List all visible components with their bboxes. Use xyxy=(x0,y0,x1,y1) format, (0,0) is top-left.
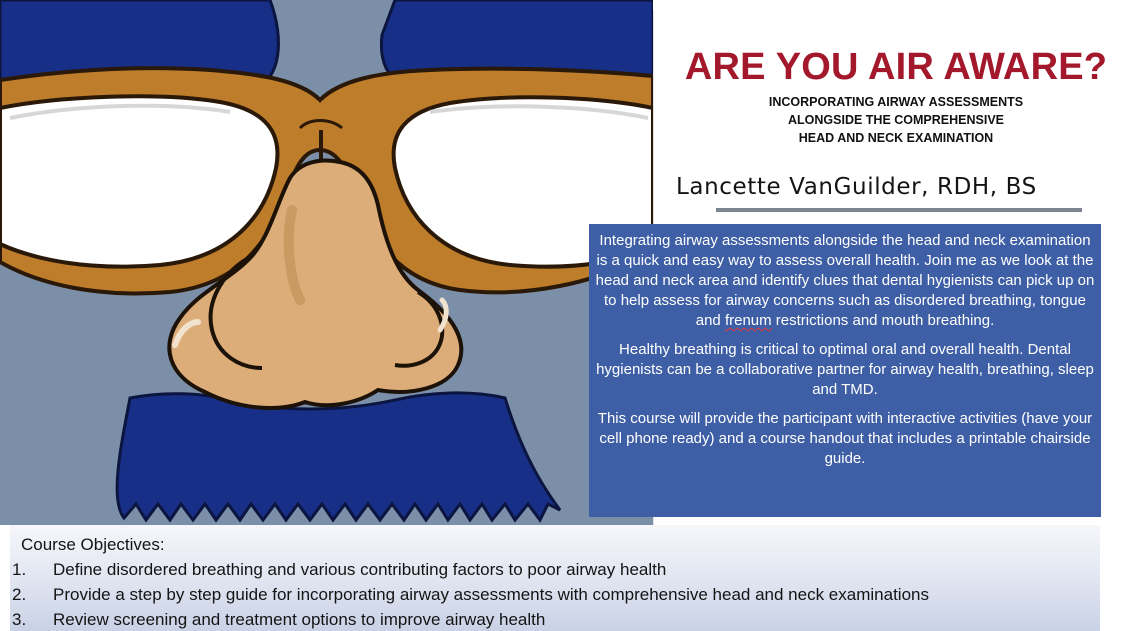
course-objectives xyxy=(10,525,1100,631)
author-divider xyxy=(716,208,1082,212)
course-title: ARE YOU AIR AWARE? xyxy=(684,46,1108,88)
author-name: Lancette VanGuilder, RDH, BS xyxy=(676,174,1037,200)
description-paragraph-1: Integrating airway assessments alongside the head and neck examination is a quick and easy way to assess overall health. Join me as we look at the head and neck area and identify clues that dental hygienists can pick up on to help assess for airway concerns such as disordered breathing, tongue and frenum restrictions and mouth breathing. xyxy=(595,232,1095,329)
subtitle-line: ALONGSIDE THE COMPREHENSIVE xyxy=(788,113,1004,127)
subtitle-line: HEAD AND NECK EXAMINATION xyxy=(798,131,994,145)
spellcheck-flagged-word: frenum xyxy=(724,312,772,329)
course-description xyxy=(589,224,1101,517)
description-paragraph-2: Healthy breathing is critical to optimal oral and overall health. Dental hygienists can be a collaborative partner for airway health, breathing, sleep and TMD. xyxy=(596,341,1094,398)
description-paragraph-3: This course will provide the participant with interactive activities (have your cell phone ready) and a course handout that includes a printable chairside guide. xyxy=(597,410,1093,467)
disguise-glasses-illustration xyxy=(0,0,653,525)
mustache xyxy=(117,393,560,520)
list-number: 2. xyxy=(12,585,27,604)
course-subtitle xyxy=(654,93,1138,147)
objectives-heading: Course Objectives: xyxy=(21,535,165,554)
subtitle-line: INCORPORATING AIRWAY ASSESSMENTS xyxy=(768,95,1024,109)
list-text: Define disordered breathing and various contributing factors to poor airway health xyxy=(53,560,667,579)
list-text: Provide a step by step guide for incorporating airway assessments with comprehensive head and neck examinations xyxy=(53,585,929,604)
list-text: Review screening and treatment options to improve airway health xyxy=(53,610,546,629)
list-number: 3. xyxy=(12,610,27,629)
list-number: 1. xyxy=(12,560,27,579)
